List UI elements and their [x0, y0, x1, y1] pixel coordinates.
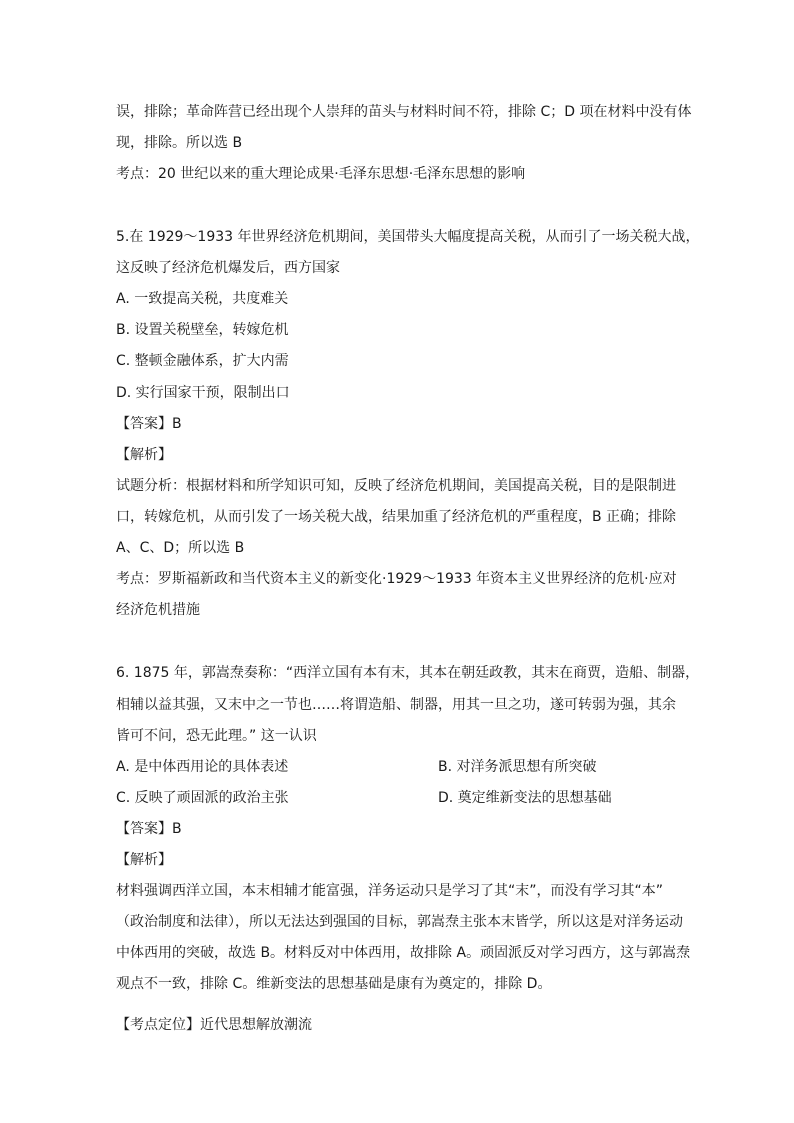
q6-analysis-line-2: （政治制度和法律），所以无法达到强国的目标，郭嵩焘主张本末皆学，所以这是对洋务运动	[116, 914, 683, 930]
q5-option-b: B. 设置关税壁垒，转嫁危机	[116, 322, 289, 338]
q5-stem-line-1: 5.在 1929～1933 年世界经济危机期间，美国带头大幅度提高关税，从而引了一场关税大战，	[116, 229, 700, 245]
q5-answer: 【答案】B	[116, 416, 182, 432]
prev-kaodian: 考点：20 世纪以来的重大理论成果·毛泽东思想·毛泽东思想的影响	[116, 166, 526, 182]
q6-answer: 【答案】B	[116, 821, 182, 837]
q5-option-c: C. 整顿金融体系，扩大内需	[116, 353, 289, 369]
q5-option-a: A. 一致提高关税，共度难关	[116, 291, 289, 307]
prev-analysis-line-2: 现，排除。所以选 B	[116, 135, 243, 151]
q6-analysis-label: 【解析】	[116, 852, 172, 868]
q6-option-b: B. 对洋务派思想有所突破	[438, 759, 597, 775]
q6-analysis-line-3: 中体西用的突破，故选 B。材料反对中体西用，故排除 A。顽固派反对学习西方，这与郭嵩焘	[116, 945, 691, 961]
q6-option-a: A. 是中体西用论的具体表述	[116, 759, 289, 775]
q5-stem-line-2: 这反映了经济危机爆发后，西方国家	[116, 260, 340, 276]
q6-analysis-line-4: 观点不一致，排除 C。维新变法的思想基础是康有为奠定的，排除 D。	[116, 976, 552, 992]
q5-analysis-line-3: A、C、D；所以选 B	[116, 540, 245, 556]
q6-analysis-line-1: 材料强调西洋立国，本末相辅才能富强，洋务运动只是学习了其“末”，而没有学习其“本”	[116, 883, 664, 899]
q6-option-d: D. 奠定维新变法的思想基础	[438, 790, 612, 806]
q5-analysis-line-1: 试题分析：根据材料和所学知识可知，反映了经济危机期间，美国提高关税，目的是限制进	[116, 478, 676, 494]
q5-analysis-label: 【解析】	[116, 447, 172, 463]
q6-kaodian: 【考点定位】近代思想解放潮流	[116, 1017, 312, 1033]
q5-kaodian-line-1: 考点：罗斯福新政和当代资本主义的新变化·1929～1933 年资本主义世界经济的危机·应对	[116, 571, 677, 587]
q5-analysis-line-2: 口，转嫁危机，从而引发了一场关税大战，结果加重了经济危机的严重程度，B 正确；排除	[116, 509, 677, 525]
q6-stem-line-1: 6. 1875 年，郭嵩焘奏称：“西洋立国有本有末，其本在朝廷政教，其末在商贾，造船、制器，	[116, 665, 700, 681]
q6-stem-line-2: 相辅以益其强，又末中之一节也……将谓造船、制器，用其一旦之功，遂可转弱为强，其余	[116, 697, 676, 713]
q6-option-c: C. 反映了顽固派的政治主张	[116, 790, 289, 806]
q5-option-d: D. 实行国家干预，限制出口	[116, 385, 290, 401]
q5-kaodian-line-2: 经济危机措施	[116, 602, 200, 618]
q6-stem-line-3: 皆可不问，恐无此理。” 这一认识	[116, 728, 317, 744]
prev-analysis-line-1: 误，排除；革命阵营已经出现个人崇拜的苗头与材料时间不符，排除 C；D 项在材料中没有体	[116, 104, 692, 120]
